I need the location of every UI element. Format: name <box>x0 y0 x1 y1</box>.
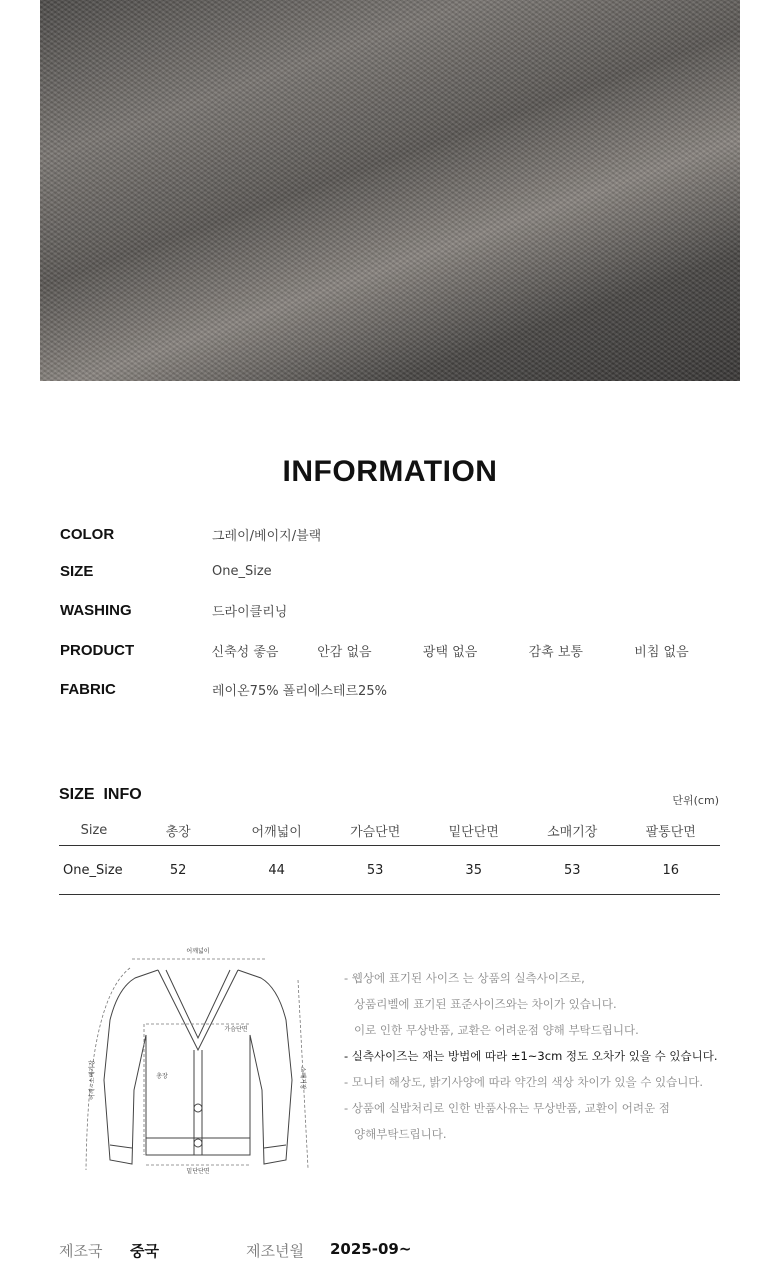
date-value: 2025-09~ <box>330 1240 412 1258</box>
washing-label: WASHING <box>60 601 132 619</box>
info-row-washing <box>60 598 740 622</box>
note-line: - 모니터 해상도, 밝기사양에 따라 약간의 색상 차이가 있을 수 있습니다. <box>344 1075 704 1089</box>
info-row-fabric <box>60 677 740 701</box>
header-shoulder: 어깨넓이 <box>227 816 326 846</box>
note-line: - 웹상에 표기된 사이즈 는 상품의 실측사이즈로, <box>344 971 585 985</box>
note-line: 양해부탁드립니다. <box>354 1127 447 1141</box>
size-table <box>59 816 720 895</box>
cell-shoulder: 44 <box>227 846 326 895</box>
note-line-emphasis: - 실측사이즈는 재는 방법에 따라 ±1~3cm 정도 오차가 있을 수 있습니다. <box>344 1049 718 1063</box>
note-line: 이로 인한 무상반품, 교환은 어려운점 양해 부탁드립니다. <box>354 1023 639 1037</box>
cell-hem: 35 <box>424 846 523 895</box>
cell-arm: 16 <box>621 846 720 895</box>
diagram-sleeve-label: 소매기장 <box>299 1066 306 1090</box>
fabric-value: 레이온75% 폴리에스테르25% <box>212 683 387 699</box>
note-line: - 상품에 실밥처리로 인한 반품사유는 무상반품, 교환이 어려운 점 <box>344 1101 670 1115</box>
info-row-size <box>60 559 740 583</box>
note-line: 상품리벨에 표기된 표준사이즈와는 차이가 있습니다. <box>354 997 617 1011</box>
washing-value: 드라이클리닝 <box>212 604 288 620</box>
cell-size: One_Size <box>59 846 129 895</box>
product-label: PRODUCT <box>60 641 135 659</box>
color-label: COLOR <box>60 525 115 543</box>
table-row <box>59 846 720 895</box>
product-gloss: 광택 없음 <box>422 644 478 660</box>
size-table-header <box>59 816 720 846</box>
header-size: Size <box>59 816 129 846</box>
information-title: INFORMATION <box>282 455 498 488</box>
info-row-color <box>60 522 740 546</box>
cell-sleeve: 53 <box>523 846 622 895</box>
product-texture: 감촉 보통 <box>528 644 583 660</box>
cardigan-measurement-diagram <box>80 940 315 1185</box>
cell-chest: 53 <box>326 846 425 895</box>
size-unit: 단위(cm) <box>672 794 719 807</box>
header-arm: 팔통단면 <box>621 816 720 846</box>
product-sheer: 비침 없음 <box>634 644 689 660</box>
header-chest: 가슴단면 <box>326 816 425 846</box>
header-hem: 밑단단면 <box>424 816 523 846</box>
fabric-closeup-photo <box>40 0 740 381</box>
cell-length: 52 <box>129 846 228 895</box>
info-row-product <box>60 638 740 662</box>
size-label: SIZE <box>60 562 94 580</box>
country-value: 중국 <box>130 1242 159 1260</box>
size-value: One_Size <box>212 563 272 579</box>
diagram-hem-label: 밑단단면 <box>186 1168 210 1175</box>
date-label: 제조년월 <box>246 1242 304 1260</box>
size-notes <box>344 965 734 1147</box>
color-value: 그레이/베이지/블랙 <box>212 528 322 544</box>
diagram-left-label: 어깨~소매기장 <box>89 1060 96 1100</box>
header-length: 총장 <box>129 816 228 846</box>
diagram-length-label: 총장 <box>156 1073 168 1080</box>
header-sleeve: 소매기장 <box>523 816 622 846</box>
product-lining: 안감 없음 <box>317 644 372 660</box>
fabric-label: FABRIC <box>60 680 116 698</box>
country-label: 제조국 <box>59 1242 103 1260</box>
diagram-shoulder-label: 어깨넓이 <box>186 948 210 955</box>
diagram-chest-label: 가슴단면 <box>224 1026 248 1033</box>
size-info-title: SIZE INFO <box>59 786 142 803</box>
product-stretch: 신축성 좋음 <box>211 644 279 660</box>
